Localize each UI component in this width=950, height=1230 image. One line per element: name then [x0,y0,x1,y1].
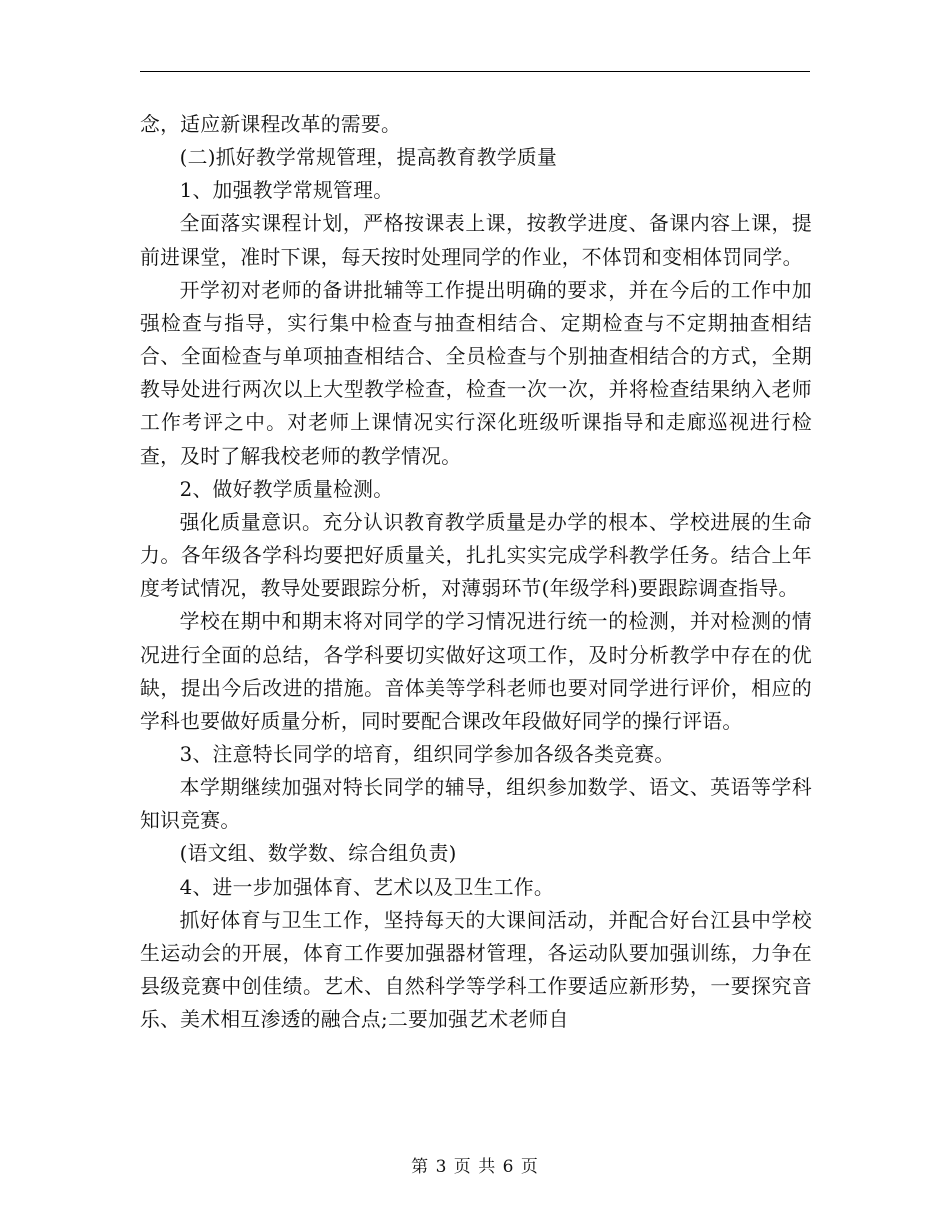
paragraph: 学校在期中和期末将对同学的学习情况进行统一的检测，并对检测的情况进行全面的总结，各学科要切实做好这项工作，及时分析教学中存在的优缺，提出今后改进的措施。音体美等学科老师也要对同学进行评价，相应的学科也要做好质量分析，同时要配合课改年段做好同学的操行评语。 [140,610,812,733]
header-rule [140,71,810,72]
paragraph-note: (语文组、数学数、综合组负责) [179,842,457,866]
subheading-2: 2、做好教学质量检测。 [179,477,394,501]
paragraph-continuation: 念，适应新课程改革的需要。 [140,113,402,136]
page-number-footer: 第 3 页 共 6 页 [411,1157,539,1177]
subheading-1: 1、加强教学常规管理。 [179,179,394,203]
subheading-3: 3、注意特长同学的培育，组织同学参加各级各类竞赛。 [179,742,675,766]
paragraph: 本学期继续加强对特长同学的辅导，组织参加数学、语文、英语等学科知识竞赛。 [140,776,812,833]
subheading-4: 4、进一步加强体育、艺术以及卫生工作。 [179,875,554,899]
paragraph: 全面落实课程计划，严格按课表上课，按教学进度、备课内容上课，提前进课堂，准时下课，每天按时处理同学的作业，不体罚和变相体罚同学。 [140,212,812,269]
section-heading: (二)抓好教学常规管理，提高教育教学质量 [179,146,558,170]
paragraph: 强化质量意识。充分认识教育教学质量是办学的根本、学校进展的生命力。各年级各学科均要把好质量关，扎扎实实完成学科教学任务。结合上年度考试情况，教导处要跟踪分析，对薄弱环节(年级学科)要跟踪调查指导。 [140,510,812,601]
paragraph: 开学初对老师的备讲批辅等工作提出明确的要求，并在今后的工作中加强检查与指导，实行集中检查与抽查相结合、定期检查与不定期抽查相结合、全面检查与单项抽查相结合、全员检查与个别抽查相结合的方式，全期教导处进行两次以上大型教学检查，检查一次一次，并将检查结果纳入老师工作考评之中。对老师上课情况实行深化班级听课指导和走廊巡视进行检查，及时了解我校老师的教学情况。 [140,278,812,468]
document-body [140,108,812,1036]
paragraph: 抓好体育与卫生工作，坚持每天的大课间活动，并配合好台江县中学校生运动会的开展，体育工作要加强器材管理，各运动队要加强训练，力争在县级竞赛中创佳绩。艺术、自然科学等学科工作要适应新形势，一要探究音乐、美术相互渗透的融合点;二要加强艺术老师自 [140,908,812,1032]
